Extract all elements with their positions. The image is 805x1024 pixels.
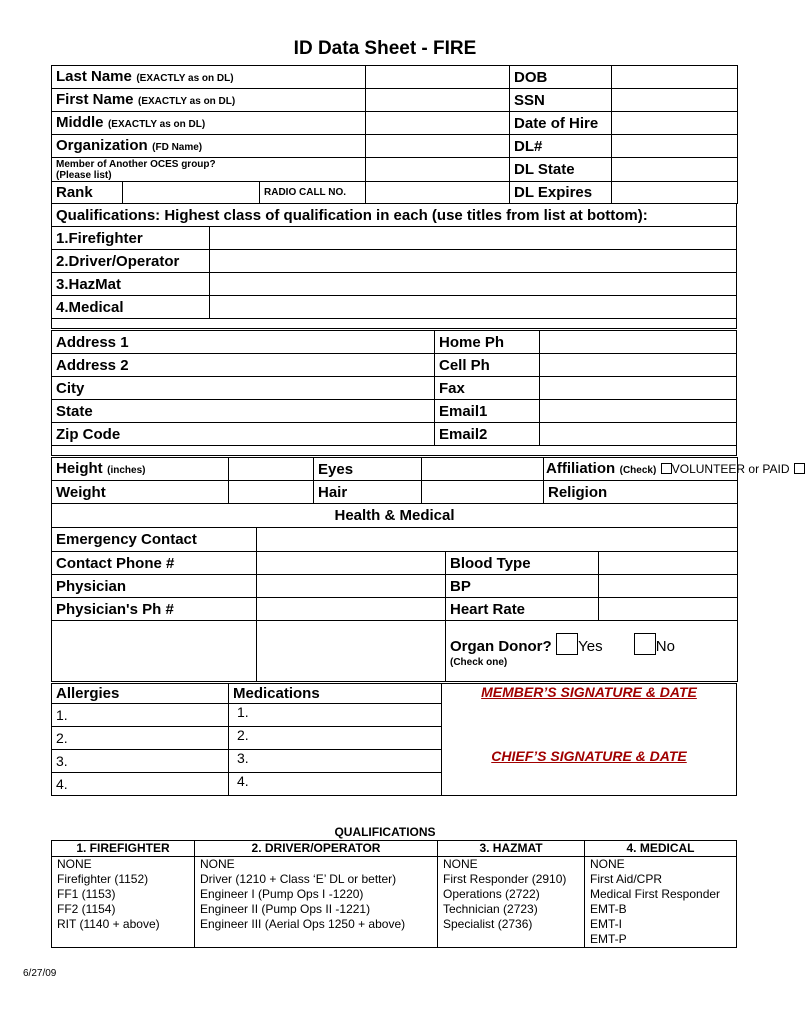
eyes-label: Eyes <box>314 458 422 481</box>
table-cell: Driver (1210 + Class ‘E’ DL or better) <box>195 872 438 887</box>
fax-field[interactable] <box>540 377 737 400</box>
medication-1[interactable]: 1. <box>229 704 442 727</box>
emergency-contact-field[interactable] <box>257 528 738 552</box>
firefighter-qual-field[interactable] <box>210 227 737 250</box>
qualifications-header: Qualifications: Highest class of qualification in each (use titles from list at bottom): <box>52 204 737 227</box>
spacer-row <box>52 319 737 329</box>
date-of-hire-label: Date of Hire <box>510 112 612 135</box>
dl-expires-label: DL Expires <box>510 182 612 204</box>
height-field[interactable] <box>229 458 314 481</box>
address1-label: Address 1 <box>52 331 435 354</box>
rank-label: Rank <box>52 182 123 204</box>
hazmat-qual-label: 3.HazMat <box>52 273 210 296</box>
table-row <box>52 917 737 932</box>
allergy-4[interactable]: 4. <box>52 773 229 796</box>
table-cell: Firefighter (1152) <box>52 872 195 887</box>
middle-label: Middle (EXACTLY as on DL) <box>52 112 366 135</box>
qualifications-list-table <box>51 840 737 948</box>
fax-label: Fax <box>435 377 540 400</box>
table-cell: First Responder (2910) <box>438 872 585 887</box>
table-cell: EMT-I <box>585 917 737 932</box>
medical-qual-field[interactable] <box>210 296 737 319</box>
radio-call-label: RADIO CALL NO. <box>260 182 366 204</box>
organ-donor-no-checkbox[interactable] <box>634 633 656 655</box>
email1-field[interactable] <box>540 400 737 423</box>
organization-field[interactable] <box>366 135 510 158</box>
table-row <box>52 932 737 948</box>
table-cell: Technician (2723) <box>438 902 585 917</box>
middle-field[interactable] <box>366 112 510 135</box>
personal-section <box>51 65 738 204</box>
table-cell: FF1 (1153) <box>52 887 195 902</box>
physical-health-section <box>51 457 790 682</box>
driver-qual-field[interactable] <box>210 250 737 273</box>
first-name-label: First Name (EXACTLY as on DL) <box>52 89 366 112</box>
cell-phone-label: Cell Ph <box>435 354 540 377</box>
ssn-field[interactable] <box>612 89 738 112</box>
medications-label: Medications <box>229 684 442 704</box>
table-cell: EMT-P <box>585 932 737 948</box>
dl-number-label: DL# <box>510 135 612 158</box>
cell-phone-field[interactable] <box>540 354 737 377</box>
physician-label: Physician <box>52 575 257 598</box>
emergency-contact-label: Emergency Contact <box>52 528 257 552</box>
member-signature-label: MEMBER’S SIGNATURE & DATE <box>481 684 697 700</box>
eyes-field[interactable] <box>422 458 544 481</box>
first-name-field[interactable] <box>366 89 510 112</box>
allergy-2[interactable]: 2. <box>52 727 229 750</box>
blood-type-field[interactable] <box>599 552 738 575</box>
blank-cell <box>257 621 446 682</box>
table-cell: RIT (1140 + above) <box>52 917 195 932</box>
member-other-group-field[interactable] <box>366 158 510 182</box>
spacer-row <box>52 446 737 456</box>
table-cell: Operations (2722) <box>438 887 585 902</box>
medication-4[interactable]: 4. <box>229 773 442 796</box>
table-cell: NONE <box>195 857 438 873</box>
table-cell <box>438 932 585 948</box>
medication-2[interactable]: 2. <box>229 727 442 750</box>
bp-label: BP <box>446 575 599 598</box>
blank-cell <box>52 621 257 682</box>
table-row <box>52 902 737 917</box>
religion-label: Religion <box>544 481 738 504</box>
qual-header-hazmat: 3. HAZMAT <box>438 841 585 857</box>
dl-state-label: DL State <box>510 158 612 182</box>
table-row <box>52 872 737 887</box>
last-name-field[interactable] <box>366 66 510 89</box>
hazmat-qual-field[interactable] <box>210 273 737 296</box>
health-medical-header: Health & Medical <box>52 504 738 528</box>
table-cell: FF2 (1154) <box>52 902 195 917</box>
allergies-label: Allergies <box>52 684 229 704</box>
table-cell: Engineer I (Pump Ops I -1220) <box>195 887 438 902</box>
firefighter-qual-label: 1.Firefighter <box>52 227 210 250</box>
dl-state-field[interactable] <box>612 158 738 182</box>
table-cell: EMT-B <box>585 902 737 917</box>
allergies-medications-section <box>51 683 737 796</box>
physician-field[interactable] <box>257 575 446 598</box>
last-name-label: Last Name (EXACTLY as on DL) <box>52 66 366 89</box>
email2-field[interactable] <box>540 423 737 446</box>
hair-label: Hair <box>314 481 422 504</box>
table-row <box>52 857 737 873</box>
contact-phone-label: Contact Phone # <box>52 552 257 575</box>
affiliation-label: Affiliation (Check) VOLUNTEER or PAID <box>544 458 738 481</box>
zip-code-label: Zip Code <box>52 423 435 446</box>
heart-rate-label: Heart Rate <box>446 598 599 621</box>
email2-label: Email2 <box>435 423 540 446</box>
table-cell: Specialist (2736) <box>438 917 585 932</box>
table-cell <box>195 932 438 948</box>
chief-signature-label: CHIEF’S SIGNATURE & DATE <box>491 748 687 764</box>
paid-checkbox[interactable] <box>794 463 805 474</box>
footer-date: 6/27/09 <box>23 968 57 979</box>
table-cell: Engineer III (Aerial Ops 1250 + above) <box>195 917 438 932</box>
medication-3[interactable]: 3. <box>229 750 442 773</box>
organ-donor-cell: Organ Donor? Yes No (Check one) <box>446 621 738 682</box>
city-label: City <box>52 377 435 400</box>
rank-field[interactable] <box>123 182 260 204</box>
medical-qual-label: 4.Medical <box>52 296 210 319</box>
weight-label: Weight <box>52 481 229 504</box>
physician-phone-label: Physician's Ph # <box>52 598 257 621</box>
member-other-group-label: Member of Another OCES group? (Please list) <box>52 158 366 182</box>
table-cell <box>52 932 195 948</box>
table-cell: Engineer II (Pump Ops II -1221) <box>195 902 438 917</box>
radio-call-field[interactable] <box>366 182 510 204</box>
qualifications-list-title: QUALIFICATIONS <box>334 825 436 839</box>
address2-label: Address 2 <box>52 354 435 377</box>
date-of-hire-field[interactable] <box>612 112 738 135</box>
dl-number-field[interactable] <box>612 135 738 158</box>
volunteer-checkbox[interactable] <box>661 463 672 474</box>
hair-field[interactable] <box>422 481 544 504</box>
qualifications-section <box>51 203 737 329</box>
table-cell: Medical First Responder <box>585 887 737 902</box>
table-cell: First Aid/CPR <box>585 872 737 887</box>
allergy-1[interactable]: 1. <box>52 704 229 727</box>
bp-field[interactable] <box>599 575 738 598</box>
table-cell: NONE <box>438 857 585 873</box>
driver-qual-label: 2.Driver/Operator <box>52 250 210 273</box>
blood-type-label: Blood Type <box>446 552 599 575</box>
dl-expires-field[interactable] <box>612 182 738 204</box>
allergy-3[interactable]: 3. <box>52 750 229 773</box>
page-title: ID Data Sheet - FIRE <box>293 38 477 59</box>
email1-label: Email1 <box>435 400 540 423</box>
organization-label: Organization (FD Name) <box>52 135 366 158</box>
physician-phone-field[interactable] <box>257 598 446 621</box>
qual-header-medical: 4. MEDICAL <box>585 841 737 857</box>
state-label: State <box>52 400 435 423</box>
home-phone-field[interactable] <box>540 331 737 354</box>
contact-phone-field[interactable] <box>257 552 446 575</box>
ssn-label: SSN <box>510 89 612 112</box>
organ-donor-yes-checkbox[interactable] <box>556 633 578 655</box>
address-section <box>51 330 737 456</box>
weight-field[interactable] <box>229 481 314 504</box>
qual-header-driver: 2. DRIVER/OPERATOR <box>195 841 438 857</box>
height-label: Height (inches) <box>52 458 229 481</box>
heart-rate-field[interactable] <box>599 598 738 621</box>
table-row <box>52 887 737 902</box>
dob-label: DOB <box>510 66 612 89</box>
qual-header-firefighter: 1. FIREFIGHTER <box>52 841 195 857</box>
dob-field[interactable] <box>612 66 738 89</box>
table-cell: NONE <box>52 857 195 873</box>
signature-cell <box>442 684 737 796</box>
home-phone-label: Home Ph <box>435 331 540 354</box>
table-cell: NONE <box>585 857 737 873</box>
